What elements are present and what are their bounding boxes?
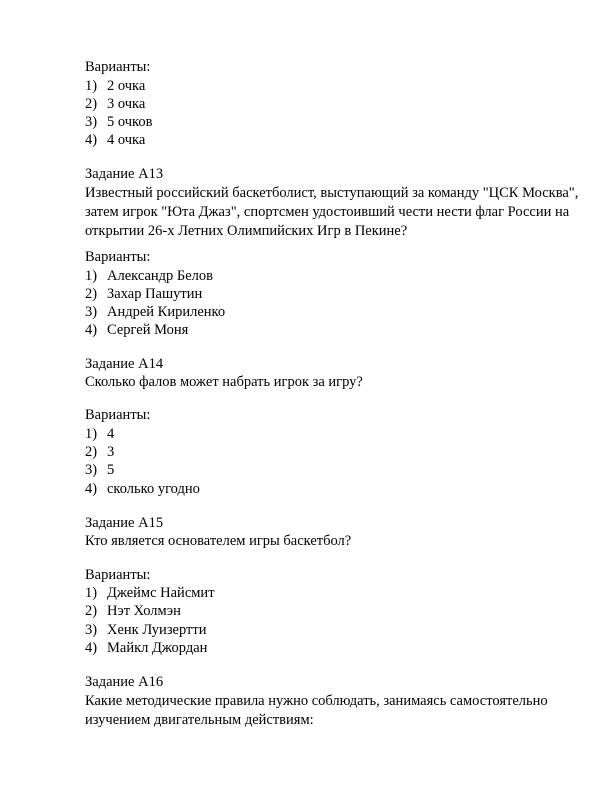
option-text: 4 <box>107 426 115 442</box>
option-text: Хенк Луизертти <box>107 622 207 638</box>
option-text: 5 <box>107 462 115 478</box>
variants-label: Варианты: <box>85 407 151 423</box>
option-number: 3) <box>85 622 98 638</box>
option-number: 4) <box>85 640 98 656</box>
option-number: 4) <box>85 322 98 338</box>
task-title: Задание А16 <box>85 674 164 690</box>
option-number: 2) <box>85 96 98 112</box>
option-number: 2) <box>85 603 98 619</box>
option-text: 5 очков <box>107 114 153 130</box>
task-title: Задание А15 <box>85 515 164 531</box>
option-number: 1) <box>85 585 98 601</box>
option-number: 1) <box>85 78 98 94</box>
option-number: 1) <box>85 426 98 442</box>
variants-label: Варианты: <box>85 59 151 75</box>
option-text: Майкл Джордан <box>107 640 208 656</box>
question-line: Сколько фалов может набрать игрок за игру? <box>85 374 363 390</box>
option-text: Андрей Кириленко <box>107 304 226 320</box>
option-number: 4) <box>85 481 98 497</box>
task-title: Задание А14 <box>85 356 164 372</box>
option-number: 2) <box>85 286 98 302</box>
question-line: Кто является основателем игры баскетбол? <box>85 533 352 549</box>
option-number: 4) <box>85 132 98 148</box>
option-text: 4 очка <box>107 132 146 148</box>
option-number: 2) <box>85 444 98 460</box>
option-text: 2 очка <box>107 78 146 94</box>
question-line: затем игрок "Юта Джаз", спортсмен удостоивший чести нести флаг России на <box>85 204 570 220</box>
option-text: Нэт Холмэн <box>107 603 181 619</box>
option-text: Джеймс Найсмит <box>107 585 215 601</box>
option-text: Захар Пашутин <box>107 286 203 302</box>
option-text: сколько угодно <box>107 481 200 497</box>
question-line: Известный российский баскетболист, выступающий за команду "ЦСК Москва", <box>85 185 579 201</box>
option-text: Сергей Моня <box>107 322 189 338</box>
variants-label: Варианты: <box>85 567 151 583</box>
option-number: 3) <box>85 114 98 130</box>
variants-label: Варианты: <box>85 249 151 265</box>
option-text: Александр Белов <box>107 268 213 284</box>
option-text: 3 <box>107 444 115 460</box>
question-line: Какие методические правила нужно соблюдать, занимаясь самостоятельно <box>85 693 548 709</box>
question-line: открытии 26-х Летних Олимпийских Игр в Пекине? <box>85 223 408 239</box>
option-number: 3) <box>85 462 98 478</box>
option-text: 3 очка <box>107 96 146 112</box>
task-title: Задание А13 <box>85 166 164 182</box>
option-number: 3) <box>85 304 98 320</box>
question-line: изучением двигательным действиям: <box>85 712 314 728</box>
option-number: 1) <box>85 268 98 284</box>
